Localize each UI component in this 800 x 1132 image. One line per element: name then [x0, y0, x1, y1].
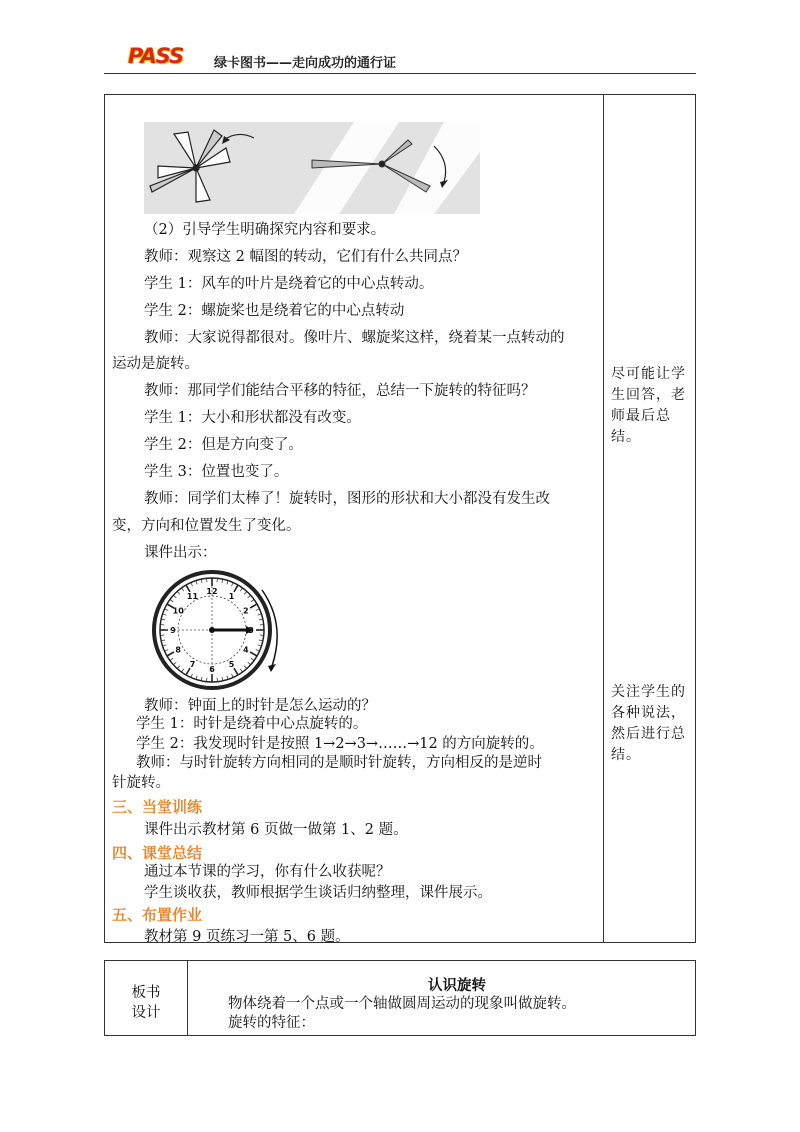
paragraph-student1: 学生 1：风车的叶片是绕着它的中心点转动。 [144, 276, 434, 292]
paragraph-student2: 学生 2：螺旋桨也是绕着它的中心点转动 [144, 303, 405, 319]
clock-number: 7 [189, 659, 196, 669]
board-label [112, 983, 180, 1023]
paragraph-teacher-praise-cont: 变，方向和位置发生了变化。 [112, 518, 301, 534]
header-tagline: 绿卡图书——走向成功的通行证 [214, 56, 397, 71]
paragraph-clock-student1: 学生 1：时针是绕着中心点旋转的。 [136, 716, 368, 732]
clock-number: 12 [206, 587, 218, 596]
section-summary-heading: 四、课堂总结 [112, 844, 203, 862]
side-note-answer: 尽可能让学生回答，老师最后总结。 [611, 366, 686, 445]
paragraph-clock-student2: 学生 2：我发现时针是按照 1→2→3→……→12 的方向旋转的。 [136, 736, 544, 752]
side-note-observe: 关注学生的各种说法，然后进行总结。 [611, 684, 686, 763]
clock-number: 6 [209, 665, 215, 674]
table-column-divider [603, 94, 604, 943]
page-header [128, 44, 528, 74]
clock-number: 10 [172, 606, 184, 616]
pinwheel-propeller-illustration [144, 122, 480, 214]
section-practice-text: 课件出示教材第 6 页做一做第 1、2 题。 [144, 822, 408, 838]
section-summary-text2: 学生谈收获，教师根据学生谈话归纳整理，课件展示。 [144, 885, 492, 901]
paragraph-clockwise-definition-cont: 针旋转。 [112, 775, 170, 791]
section-homework-text: 教材第 9 页练习一第 5、6 题。 [144, 929, 350, 945]
clock-number: 4 [242, 645, 249, 655]
paragraph-teacher-summary-cont: 运动是旋转。 [112, 356, 199, 372]
paragraph-student3-feature: 学生 3：位置也变了。 [144, 464, 289, 480]
paragraph-student1-feature: 学生 1：大小和形状都没有改变。 [144, 410, 361, 426]
clock-number: 2 [242, 606, 249, 616]
paragraph-teacher-summary: 教师：大家说得都很对。像叶片、螺旋桨这样，绕着某一点转动的 [144, 330, 565, 346]
board-definition: 物体绕着一个点或一个轴做圆周运动的现象叫做旋转。 [228, 996, 576, 1012]
paragraph-student2-feature: 学生 2：但是方向变了。 [144, 437, 303, 453]
section-summary-text1: 通过本节课的学习，你有什么收获呢？ [144, 864, 391, 880]
board-features: 旋转的特征： [228, 1015, 315, 1031]
paragraph-courseware: 课件出示： [144, 545, 217, 561]
section-homework-heading: 五、布置作业 [112, 906, 203, 924]
clock-number: 9 [170, 626, 176, 635]
clock-number: 1 [228, 592, 235, 602]
paragraph-clockwise-definition: 教师：与时针旋转方向相同的是顺时针旋转，方向相反的是逆时 [136, 755, 542, 771]
pass-logo: PASS [128, 44, 184, 68]
clock-center [209, 627, 215, 633]
clock-number: 11 [186, 592, 199, 602]
paragraph-teacher-feature: 教师：那同学们能结合平移的特征，总结一下旋转的特征吗？ [144, 383, 536, 399]
header-divider [104, 73, 696, 74]
clock-illustration [144, 568, 296, 692]
board-label-line2: 设计 [131, 1005, 161, 1021]
clock-number: 5 [228, 659, 235, 669]
clock-number: 8 [175, 645, 182, 655]
paragraph-clock-question: 教师：钟面上的时针是怎么运动的？ [144, 698, 376, 714]
board-column-divider [187, 960, 188, 1036]
paragraph-teacher-question: 教师：观察这 2 幅图的转动，它们有什么共同点？ [144, 249, 467, 265]
paragraph-guide: （2）引导学生明确探究内容和要求。 [144, 222, 386, 238]
section-practice-heading: 三、当堂训练 [112, 798, 203, 816]
board-label-line1: 板书 [131, 985, 161, 1001]
board-title: 认识旋转 [428, 978, 486, 994]
paragraph-teacher-praise: 教师：同学们太棒了！旋转时，图形的形状和大小都没有发生改 [144, 491, 550, 507]
